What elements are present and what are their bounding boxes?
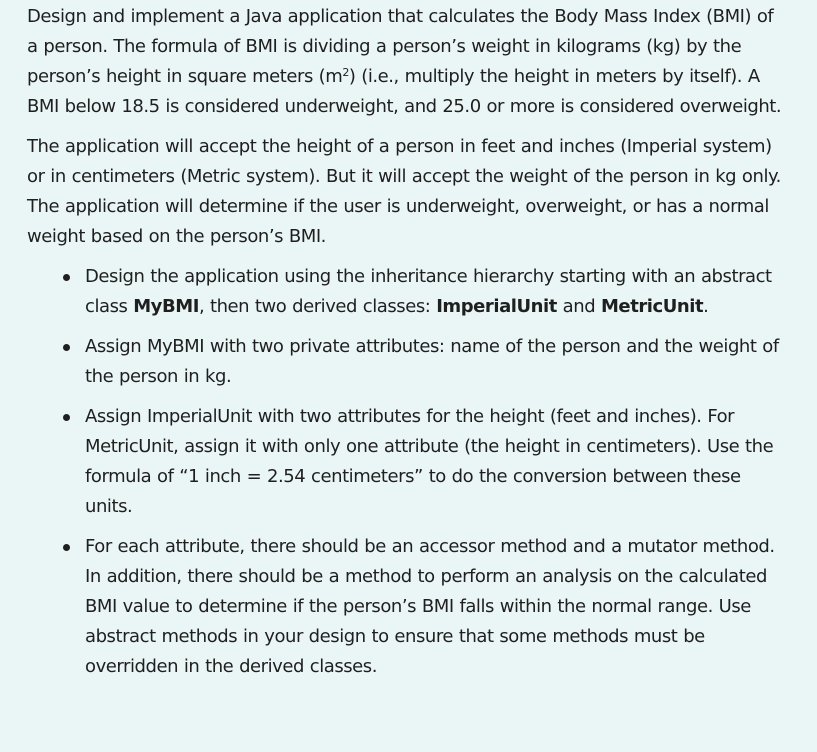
bullet-icon xyxy=(63,344,70,351)
list-item-text: Assign MyBMI with two private attributes: name of the person and the weight of the person in kg. xyxy=(85,336,779,387)
bullet-icon xyxy=(63,544,70,551)
class-name-mybmi: MyBMI xyxy=(133,296,199,317)
requirements-list xyxy=(27,262,787,682)
intro-text-part1: Design and implement a Java application that calculates the Body Mass Index (BMI) of a person. The formula of BMI is dividing a person’s weight in kilograms (kg) by the person’s height in square meters (m xyxy=(27,6,774,87)
intro-text-part2: ) (i.e., multiply the height in meters by itself). A BMI below 18.5 is considered underweight, and 25.0 or more is considered overweight. xyxy=(27,66,782,117)
list-item-text: Assign ImperialUnit with two attributes for the height (feet and inches). For MetricUnit, assign it with only one attribute (the height in centimeters). Use the formula of “1 inch = 2.54 centimeters” to do the conversion between these units. xyxy=(85,406,774,517)
bullet-icon xyxy=(63,274,70,281)
bullet-icon xyxy=(63,414,70,421)
class-name-imperialunit: ImperialUnit xyxy=(436,296,557,317)
intro-paragraph xyxy=(27,2,787,122)
list-item xyxy=(27,532,787,682)
list-item-text: For each attribute, there should be an accessor method and a mutator method. In addition, there should be a method to perform an analysis on the calculated BMI value to determine if the person’s BMI falls within the normal range. Use abstract methods in your design to ensure that some methods must be overridden in the derived classes. xyxy=(85,536,775,677)
list-item xyxy=(27,262,787,322)
superscript-two: 2 xyxy=(342,66,349,79)
class-name-metricunit: MetricUnit xyxy=(600,296,704,317)
list-item-text: Design the application using the inheritance hierarchy starting with an abstract class xyxy=(85,266,772,317)
list-item xyxy=(27,402,787,522)
list-item-text: , then two derived classes: xyxy=(198,296,437,317)
assignment-description xyxy=(27,2,787,692)
list-item-text: . xyxy=(703,296,709,317)
list-item xyxy=(27,332,787,392)
units-paragraph: The application will accept the height of a person in feet and inches (Imperial system) or in centimeters (Metric system). But it will accept the weight of the person in kg only. The application will determine if the user is underweight, overweight, or has a normal weight based on the person’s BMI. xyxy=(27,136,781,247)
list-item-text: and xyxy=(556,296,601,317)
